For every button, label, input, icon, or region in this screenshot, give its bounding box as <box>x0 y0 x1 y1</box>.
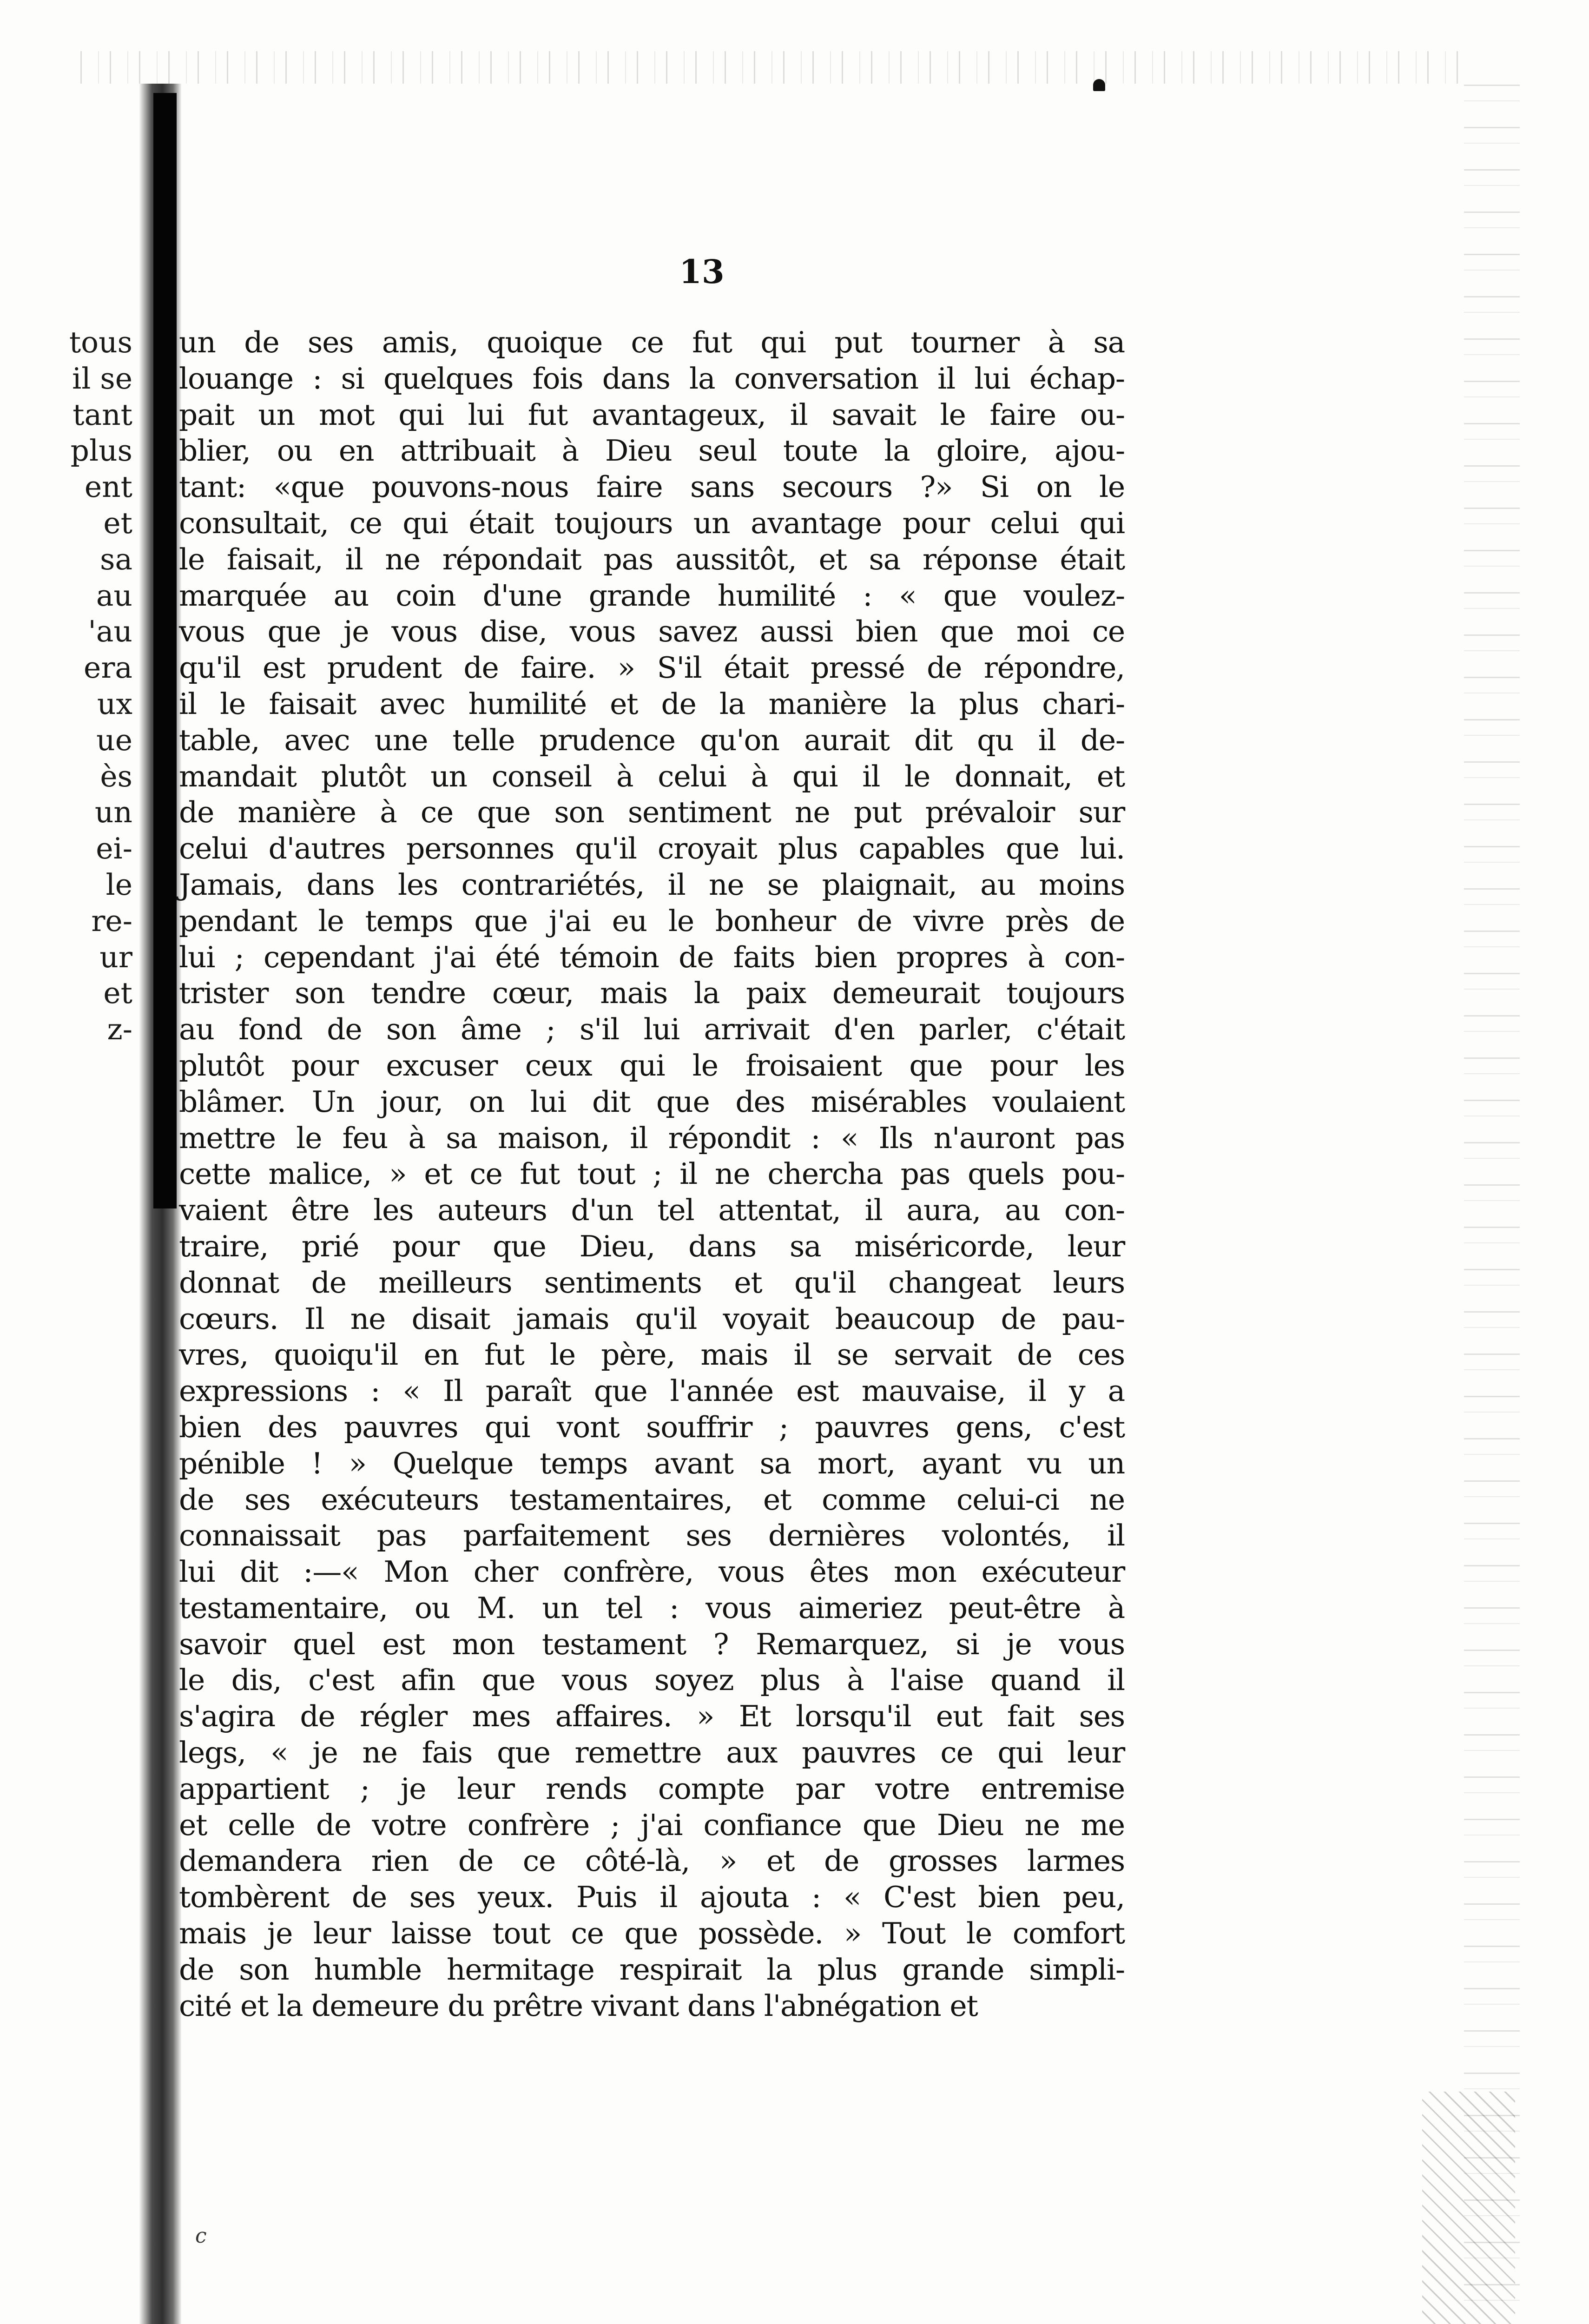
text-line: mettre le feu à sa maison, il répondit : « Ils n'auront pas <box>179 1121 1125 1155</box>
text-line: tombèrent de ses yeux. Puis il ajouta : « C'est bien peu, <box>179 1880 1125 1915</box>
text-line: de ses exécuteurs testamentaires, et comme celui-ci ne <box>179 1482 1125 1517</box>
text-line: traire, prié pour que Dieu, dans sa miséricorde, leur <box>179 1229 1125 1263</box>
facing-page-fragment: ue <box>96 723 132 757</box>
facing-page-fragment: re- <box>91 904 132 938</box>
scan-noise-top <box>70 51 1464 84</box>
text-line: vres, quoiqu'il en fut le père, mais il se servait de ces <box>179 1338 1125 1372</box>
facing-page-fragment: plus <box>70 434 132 468</box>
facing-page-fragment: et <box>103 506 132 540</box>
text-line: pénible ! » Quelque temps avant sa mort, ayant vu un <box>179 1446 1125 1480</box>
stray-scan-mark: c <box>195 2224 207 2248</box>
text-line: le faisait, il ne répondait pas aussitôt, et sa réponse était <box>179 542 1125 576</box>
text-line: bien des pauvres qui vont souffrir ; pauvres gens, c'est <box>179 1410 1125 1444</box>
facing-page-fragment: era <box>84 651 132 685</box>
facing-page-fragment: et <box>103 976 132 1010</box>
facing-page-fragment: le <box>105 867 132 902</box>
text-line: mais je leur laisse tout ce que possède. » Tout le comfort <box>179 1916 1125 1951</box>
text-line: cœurs. Il ne disait jamais qu'il voyait beaucoup de pau- <box>179 1301 1125 1336</box>
facing-page-fragment: un <box>94 795 132 830</box>
scan-noise-right-lower <box>1422 2092 1515 2324</box>
text-line: donnat de meilleurs sentiments et qu'il changeat leurs <box>179 1265 1125 1300</box>
page-number: 13 <box>679 252 725 291</box>
text-line: au fond de son âme ; s'il lui arrivait d'en parler, c'était <box>179 1012 1125 1047</box>
text-line: de son humble hermitage respirait la plus grande simpli- <box>179 1952 1125 1987</box>
text-line: connaissait pas parfaitement ses dernières volontés, il <box>179 1519 1125 1553</box>
text-line: mandait plutôt un conseil à celui à qui il le donnait, et <box>179 759 1125 793</box>
facing-page-fragment: ux <box>97 687 132 721</box>
body-text <box>179 324 1125 2024</box>
text-line: plutôt pour excuser ceux qui le froisaient que pour les <box>179 1048 1125 1083</box>
facing-page-fragment: au <box>96 578 132 613</box>
text-line: tant: «que pouvons-nous faire sans secours ?» Si on le <box>179 470 1125 504</box>
text-line: et celle de votre confrère ; j'ai confiance que Dieu ne me <box>179 1808 1125 1842</box>
text-line: demandera rien de ce côté-là, » et de grosses larmes <box>179 1844 1125 1878</box>
facing-page-fragment: tant <box>73 397 132 432</box>
facing-page-fragment: z- <box>107 1012 132 1047</box>
text-line: pendant le temps que j'ai eu le bonheur de vivre près de <box>179 904 1125 938</box>
text-line: pait un mot qui lui fut avantageux, il savait le faire ou- <box>179 397 1125 432</box>
text-line: louange : si quelques fois dans la conversation il lui échap- <box>179 361 1125 396</box>
text-line: lui dit :—« Mon cher confrère, vous êtes mon exécuteur <box>179 1555 1125 1589</box>
facing-page-fragment: ur <box>99 940 132 974</box>
facing-page-fragment: il se <box>72 361 132 396</box>
text-line: s'agira de régler mes affaires. » Et lorsqu'il eut fait ses <box>179 1699 1125 1734</box>
scan-noise-right <box>1464 84 1520 2324</box>
text-line: marquée au coin d'une grande humilité : « que voulez- <box>179 578 1125 613</box>
text-line: blier, ou en attribuait à Dieu seul toute la gloire, ajou- <box>179 434 1125 468</box>
text-line: testamentaire, ou M. un tel : vous aimeriez peut-être à <box>179 1591 1125 1625</box>
facing-page-fragment: ei- <box>96 832 132 866</box>
text-line: vous que je vous dise, vous savez aussi bien que moi ce <box>179 614 1125 649</box>
binding-gutter-dark-band <box>153 93 177 1208</box>
text-line: consultait, ce qui était toujours un avantage pour celui qui <box>179 506 1125 540</box>
text-line: de manière à ce que son sentiment ne put prévaloir sur <box>179 795 1125 830</box>
text-line: legs, « je ne fais que remettre aux pauvres ce qui leur <box>179 1736 1125 1770</box>
text-line: expressions : « Il paraît que l'année est mauvaise, il y a <box>179 1374 1125 1408</box>
text-line: le dis, c'est afin que vous soyez plus à l'aise quand il <box>179 1663 1125 1697</box>
text-line: Jamais, dans les contrariétés, il ne se plaignait, au moins <box>179 867 1125 902</box>
facing-page-fragment: ent <box>84 470 132 504</box>
text-line: appartient ; je leur rends compte par votre entremise <box>179 1771 1125 1806</box>
facing-page-fragment: tous <box>69 325 132 359</box>
text-line: table, avec une telle prudence qu'on aurait dit qu il de- <box>179 723 1125 757</box>
text-line: un de ses amis, quoique ce fut qui put tourner à sa <box>179 325 1125 359</box>
text-line: il le faisait avec humilité et de la manière la plus chari- <box>179 687 1125 721</box>
facing-page-fragment: ès <box>100 759 132 793</box>
facing-page-fragment: sa <box>100 542 132 576</box>
ink-blot-mark <box>1093 79 1105 91</box>
text-line: cette malice, » et ce fut tout ; il ne chercha pas quels pou- <box>179 1157 1125 1191</box>
text-line: lui ; cependant j'ai été témoin de faits bien propres à con- <box>179 940 1125 974</box>
text-line: qu'il est prudent de faire. » S'il était pressé de répondre, <box>179 651 1125 685</box>
text-line: vaient être les auteurs d'un tel attentat, il aura, au con- <box>179 1193 1125 1228</box>
text-line: cité et la demeure du prêtre vivant dans l'abnégation et <box>179 1988 978 2023</box>
text-line: blâmer. Un jour, on lui dit que des misérables voulaient <box>179 1084 1125 1119</box>
facing-page-text-fragments <box>44 324 132 1048</box>
facing-page-fragment: 'au <box>88 614 132 649</box>
text-line: celui d'autres personnes qu'il croyait plus capables que lui. <box>179 832 1125 866</box>
text-line: trister son tendre cœur, mais la paix demeurait toujours <box>179 976 1125 1010</box>
text-line: savoir quel est mon testament ? Remarquez, si je vous <box>179 1627 1125 1661</box>
